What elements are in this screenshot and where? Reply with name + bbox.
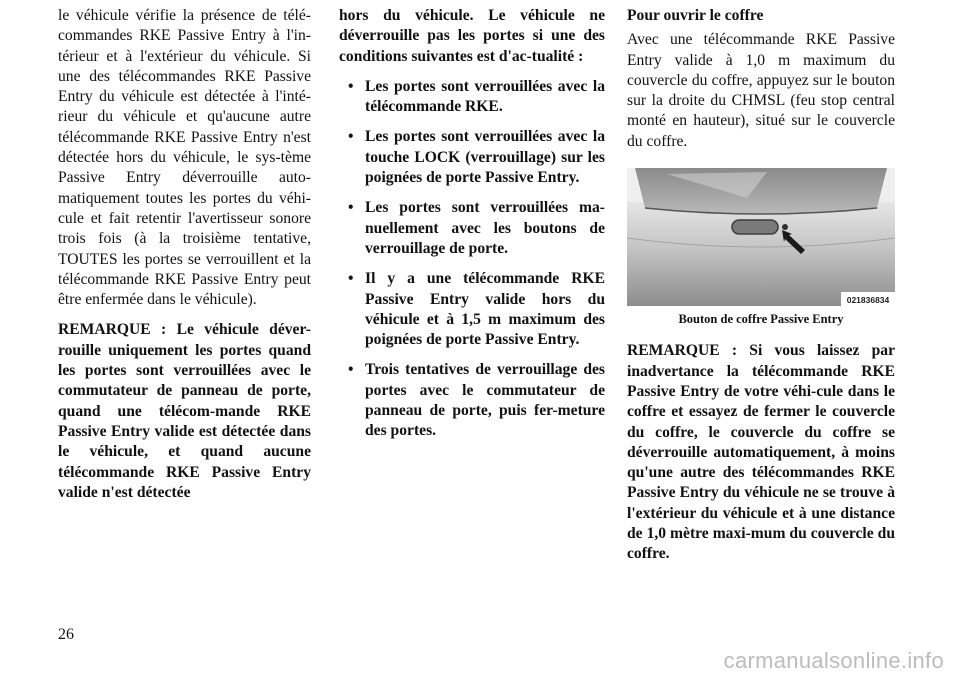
column-right bbox=[627, 6, 895, 575]
conditions-intro: hors du véhicule. Le véhicule ne déverrouille pas les portes si une des conditions suivantes est d'ac-tualité : bbox=[339, 7, 605, 65]
remark-note bbox=[627, 341, 895, 564]
bullet-icon: • bbox=[348, 128, 354, 146]
list-item bbox=[339, 198, 605, 259]
trunk-lid bbox=[627, 202, 895, 306]
list-item-text: Les portes sont verrouillées avec la touche LOCK (verrouillage) sur les poignées de porte Passive Entry. bbox=[365, 128, 605, 187]
bullet-icon: • bbox=[348, 361, 354, 379]
trunk-button-icon bbox=[782, 224, 788, 230]
body-paragraph: le véhicule vérifie la présence de télé-commandes RKE Passive Entry à l'in-térieur et à l'extérieur du véhicule. Si une des télécommandes RKE Passive Entry du véhicule est détectée à l'inté-rieur du véhicule et qu'aucune autre télécommande RKE Passive Entry n'est détectée hors du véhicule, le sys-tème Passive Entry déverrouille auto-matiquement toutes les portes du véhi-cule et fait retentir l'avertisseur sonore trois fois (à la troisième tentative, TOUTES les portes se verrouillent et la télécommande RKE Passive Entry peut être enfermée dans le véhicule). bbox=[58, 7, 311, 309]
trunk-illustration bbox=[627, 168, 895, 306]
page-number: 26 bbox=[58, 626, 74, 643]
bullet-icon: • bbox=[348, 199, 354, 217]
column-left bbox=[58, 6, 311, 513]
section-heading: Pour ouvrir le coffre bbox=[627, 7, 764, 24]
list-item-text: Les portes sont verrouillées avec la télécommande RKE. bbox=[365, 77, 605, 116]
bullet-icon: • bbox=[348, 270, 354, 288]
figure-caption: Bouton de coffre Passive Entry bbox=[678, 312, 844, 327]
remark-text: Si vous laissez par inadvertance la télécommande RKE Passive Entry de votre véhi-cule dans le coffre et essayez de fermer le couvercle du coffre, le couvercle du coffre se déverrouille automatiquement, à moins qu'une autre des télécommandes RKE Passive Entry du véhicule ne se trouve à l'extérieur du véhicule et à une distance de 1,0 mètre maxi-mum du couvercle du coffre. bbox=[627, 342, 895, 563]
chmsl-light bbox=[732, 220, 778, 234]
list-item-text: Trois tentatives de verrouillage des portes avec le commutateur de panneau de porte, puis fer-meture des portes. bbox=[365, 361, 605, 440]
body-paragraph: Avec une télécommande RKE Passive Entry valide à 1,0 m maximum du couvercle du coffre, appuyez sur le bouton sur la droite du CHMSL (feu stop central monté en hauteur), situé sur le couvercle du coffre. bbox=[627, 31, 895, 150]
trunk-button-figure bbox=[627, 168, 895, 306]
remark-label: REMARQUE : bbox=[58, 321, 167, 339]
list-item bbox=[339, 127, 605, 188]
list-item bbox=[339, 77, 605, 118]
bullet-icon: • bbox=[348, 77, 354, 95]
list-item-text: Les portes sont verrouillées ma-nuellement avec les boutons de verrouillage de porte. bbox=[365, 199, 605, 257]
list-item bbox=[339, 269, 605, 350]
remark-note bbox=[58, 320, 311, 503]
remark-text: Le véhicule déver-rouille uniquement les portes quand les portes sont verrouillées avec le commutateur de panneau de porte, quand une télécom-mande RKE Passive Entry valide est détectée dans le véhicule, et quand aucune télécommande RKE Passive Entry valide n'est détectée bbox=[58, 321, 311, 501]
list-item bbox=[339, 360, 605, 441]
watermark: carmanualsonline.info bbox=[723, 648, 944, 673]
figure-code: 021836834 bbox=[846, 295, 890, 306]
list-item-text: Il y a une télécommande RKE Passive Entry valide hors du véhicule et à 1,5 m maximum des poignées de porte Passive Entry. bbox=[365, 270, 605, 349]
remark-label: REMARQUE : bbox=[627, 342, 738, 360]
column-middle bbox=[339, 6, 605, 452]
conditions-list bbox=[339, 77, 605, 442]
